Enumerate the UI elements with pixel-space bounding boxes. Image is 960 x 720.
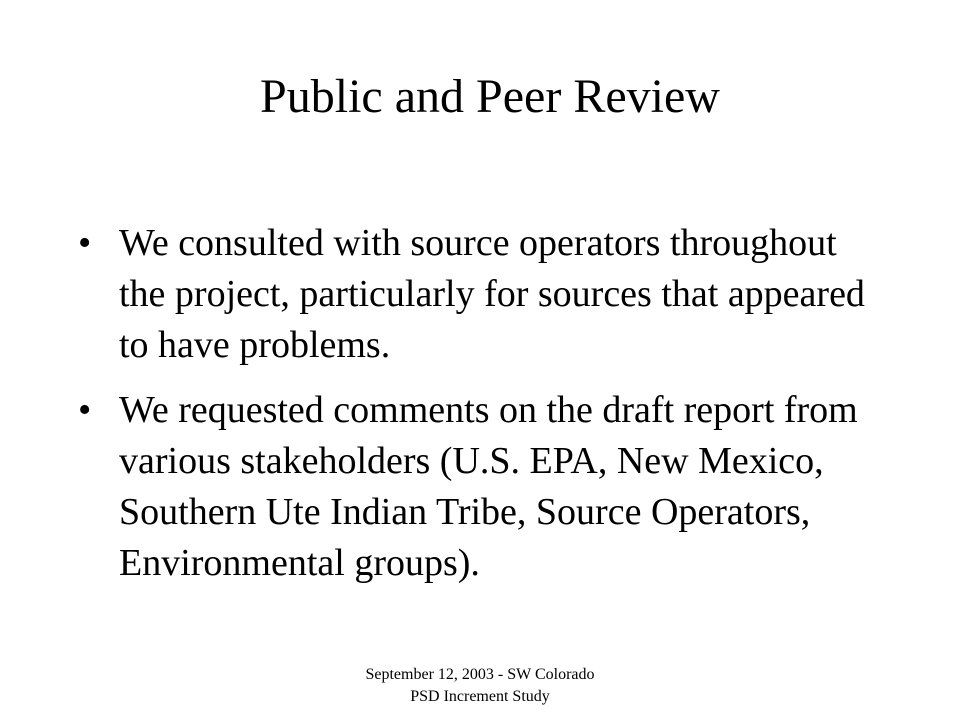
slide-footer bbox=[300, 664, 660, 708]
bullet-text-consulted: We consulted with source operators throughout the project, particularly for sources that appeared to have problems. bbox=[119, 222, 865, 366]
bullet-item-requested bbox=[78, 385, 888, 589]
bullet-text-requested: We requested comments on the draft report from various stakeholders (U.S. EPA, New Mexico, Southern Ute Indian Tribe, Source Operators, Environmental groups). bbox=[119, 389, 858, 584]
footer-date-line: September 12, 2003 - SW Colorado bbox=[365, 666, 595, 683]
bullet-dot-icon: • bbox=[78, 389, 92, 431]
bullet-list bbox=[78, 218, 888, 603]
bullet-dot-icon: • bbox=[78, 222, 92, 264]
footer-study-line: PSD Increment Study bbox=[410, 688, 550, 705]
slide-title: Public and Peer Review bbox=[260, 70, 720, 123]
bullet-item-consulted bbox=[78, 218, 888, 371]
